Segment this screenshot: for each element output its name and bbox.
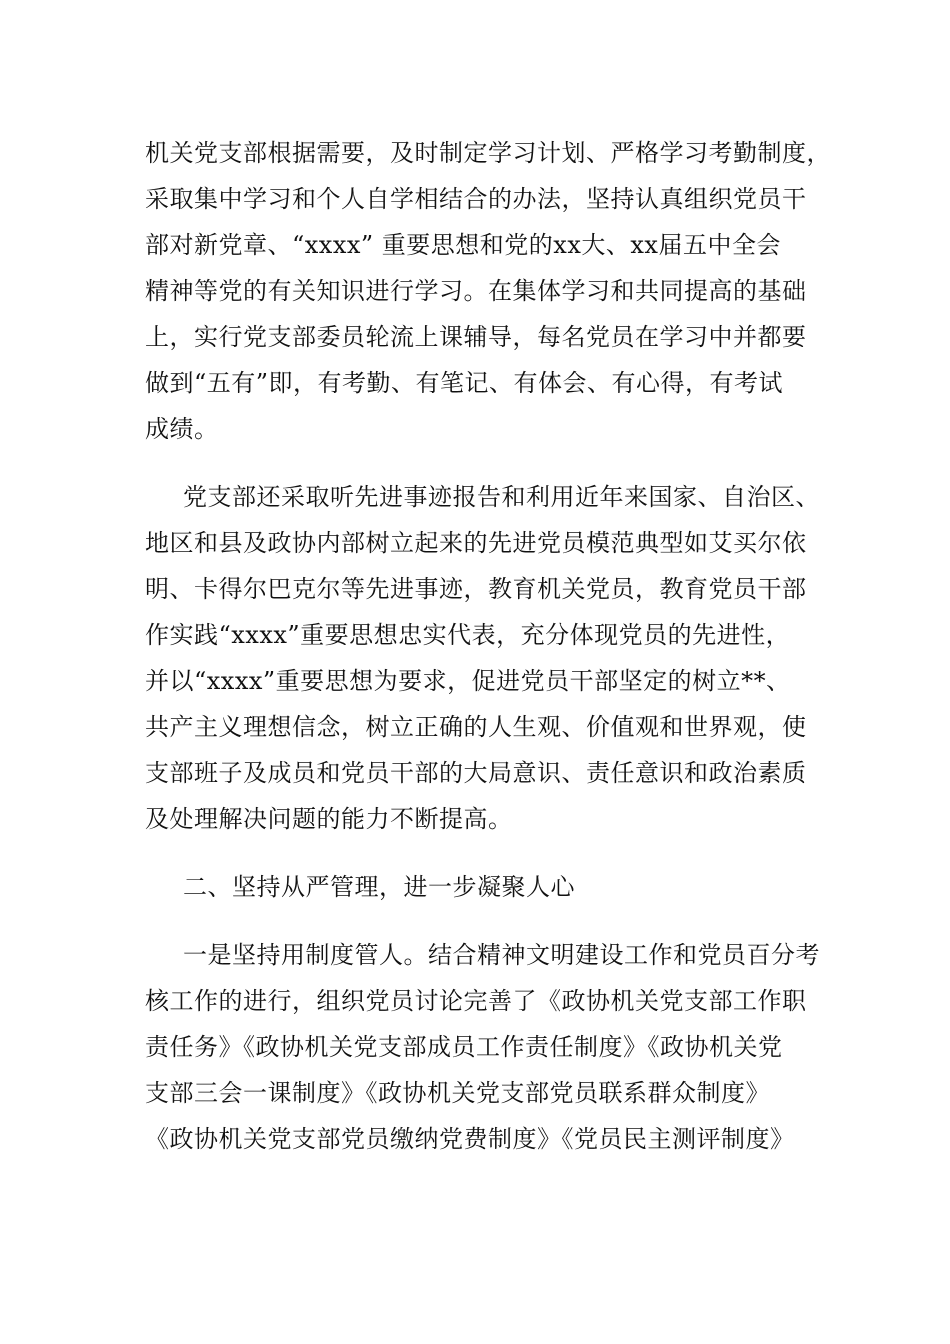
- text-line: 成绩。: [145, 415, 219, 443]
- text-line: 地区和县及政协内部树立起来的先进党员模范典型如艾买尔依: [145, 529, 807, 557]
- text-line: 作实践“xxxx”重要思想忠实代表，充分体现党员的先进性，: [145, 621, 791, 649]
- paragraph-3: [145, 932, 825, 1162]
- text-line: 明、卡得尔巴克尔等先进事迹，教育机关党员，教育党员干部: [145, 575, 807, 603]
- text-line: 支部班子及成员和党员干部的大局意识、责任意识和政治素质: [145, 759, 807, 787]
- text-line: 一是坚持用制度管人。结合精神文明建设工作和党员百分考: [183, 941, 820, 969]
- text-line: 采取集中学习和个人自学相结合的办法，坚持认真组织党员干: [145, 185, 807, 213]
- text-line: 共产主义理想信念，树立正确的人生观、价值观和世界观，使: [145, 713, 807, 741]
- paragraph-1: [145, 130, 831, 452]
- paragraph-gap: [145, 452, 825, 474]
- text-line: 做到“五有”即，有考勤、有笔记、有体会、有心得，有考试: [145, 369, 784, 397]
- text-line: 及处理解决问题的能力不断提高。: [145, 805, 513, 833]
- text-line: 责任务》《政协机关党支部成员工作责任制度》《政协机关党: [145, 1033, 783, 1061]
- paragraph-gap: [145, 842, 825, 864]
- heading-line: 二、坚持从严管理，进一步凝聚人心: [183, 873, 575, 901]
- text-line: 上，实行党支部委员轮流上课辅导，每名党员在学习中并都要: [145, 323, 807, 351]
- paragraph-gap: [145, 910, 825, 932]
- text-line: 支部三会一课制度》《政协机关党支部党员联系群众制度》: [145, 1079, 770, 1107]
- document-body: [145, 130, 831, 1162]
- text-line: 党支部还采取听先进事迹报告和利用近年来国家、自治区、: [183, 483, 820, 511]
- paragraph-2: [145, 474, 825, 842]
- text-line: 并以“xxxx”重要思想为要求，促进党员干部坚定的树立**、: [145, 667, 791, 695]
- section-heading: [145, 864, 825, 910]
- text-line: 部对新党章、“xxxx” 重要思想和党的xx大、xx届五中全会: [145, 231, 781, 259]
- text-line: 《政协机关党支部党员缴纳党费制度》《党员民主测评制度》: [145, 1125, 795, 1153]
- text-line: 核工作的进行，组织党员讨论完善了《政协机关党支部工作职: [145, 987, 807, 1015]
- text-line: 精神等党的有关知识进行学习。在集体学习和共同提高的基础: [145, 277, 807, 305]
- text-line: 机关党支部根据需要，及时制定学习计划、严格学习考勤制度，: [145, 139, 831, 167]
